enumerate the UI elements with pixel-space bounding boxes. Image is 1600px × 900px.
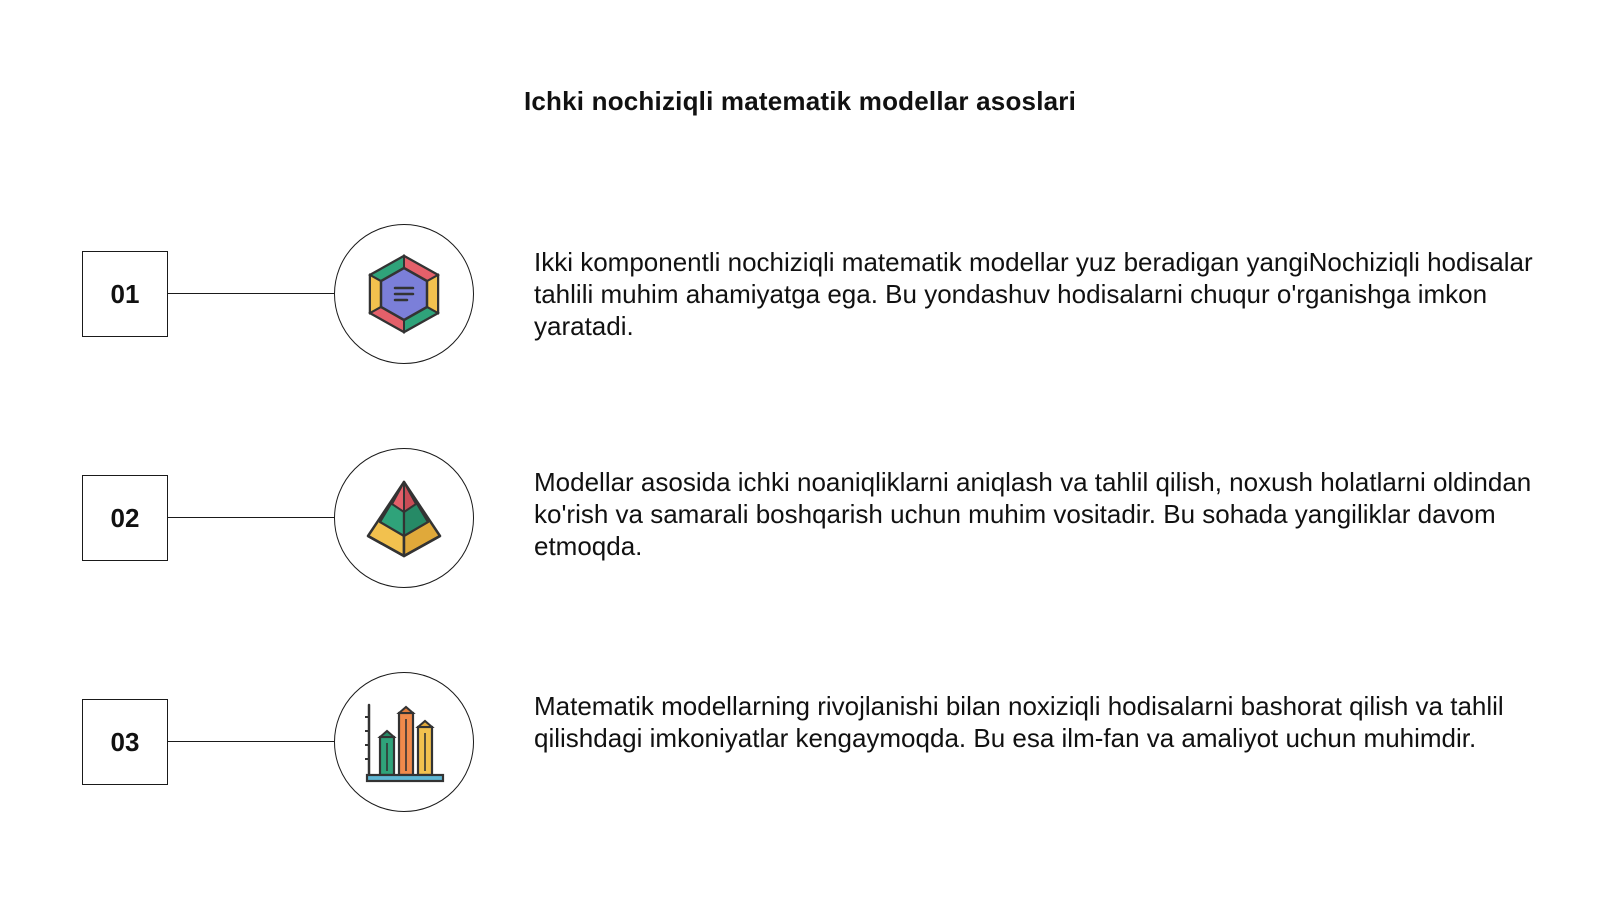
item-description: Ikki komponentli nochiziqli matematik modellar yuz beradigan yangiNochiziqli hodisalar tahlili muhim ahamiyatga ega. Bu yondashuv hodisalarni chuqur o'rganishga imkon yaratadi. [534, 247, 1533, 341]
hexagon-document-icon [367, 254, 441, 334]
list-item [0, 672, 1600, 812]
bar-chart-icon [363, 701, 445, 783]
page-title: Ichki nochiziqli matematik modellar asoslari [523, 86, 1077, 116]
step-number-box: 02 [82, 475, 168, 561]
list-item [0, 448, 1600, 588]
connector-line [168, 517, 334, 518]
icon-circle [334, 448, 474, 588]
icon-circle [334, 224, 474, 364]
connector-line [168, 741, 334, 742]
connector-line [168, 293, 334, 294]
icon-circle [334, 672, 474, 812]
pyramid-icon [364, 478, 444, 558]
item-description: Matematik modellarning rivojlanishi bilan noxiziqli hodisalarni bashorat qilish va tahlil qilishdagi imkoniyatlar kengaymoqda. Bu esa ilm-fan va amaliyot uchun muhimdir. [534, 691, 1504, 753]
item-description: Modellar asosida ichki noaniqliklarni aniqlash va tahlil qilish, noxush holatlarni oldindan ko'rish va samarali boshqarish uchun muhim vositadir. Bu sohada yangiliklar davom etmoqda. [534, 467, 1532, 561]
step-number-box: 03 [82, 699, 168, 785]
step-number-box: 01 [82, 251, 168, 337]
list-item [0, 224, 1600, 364]
